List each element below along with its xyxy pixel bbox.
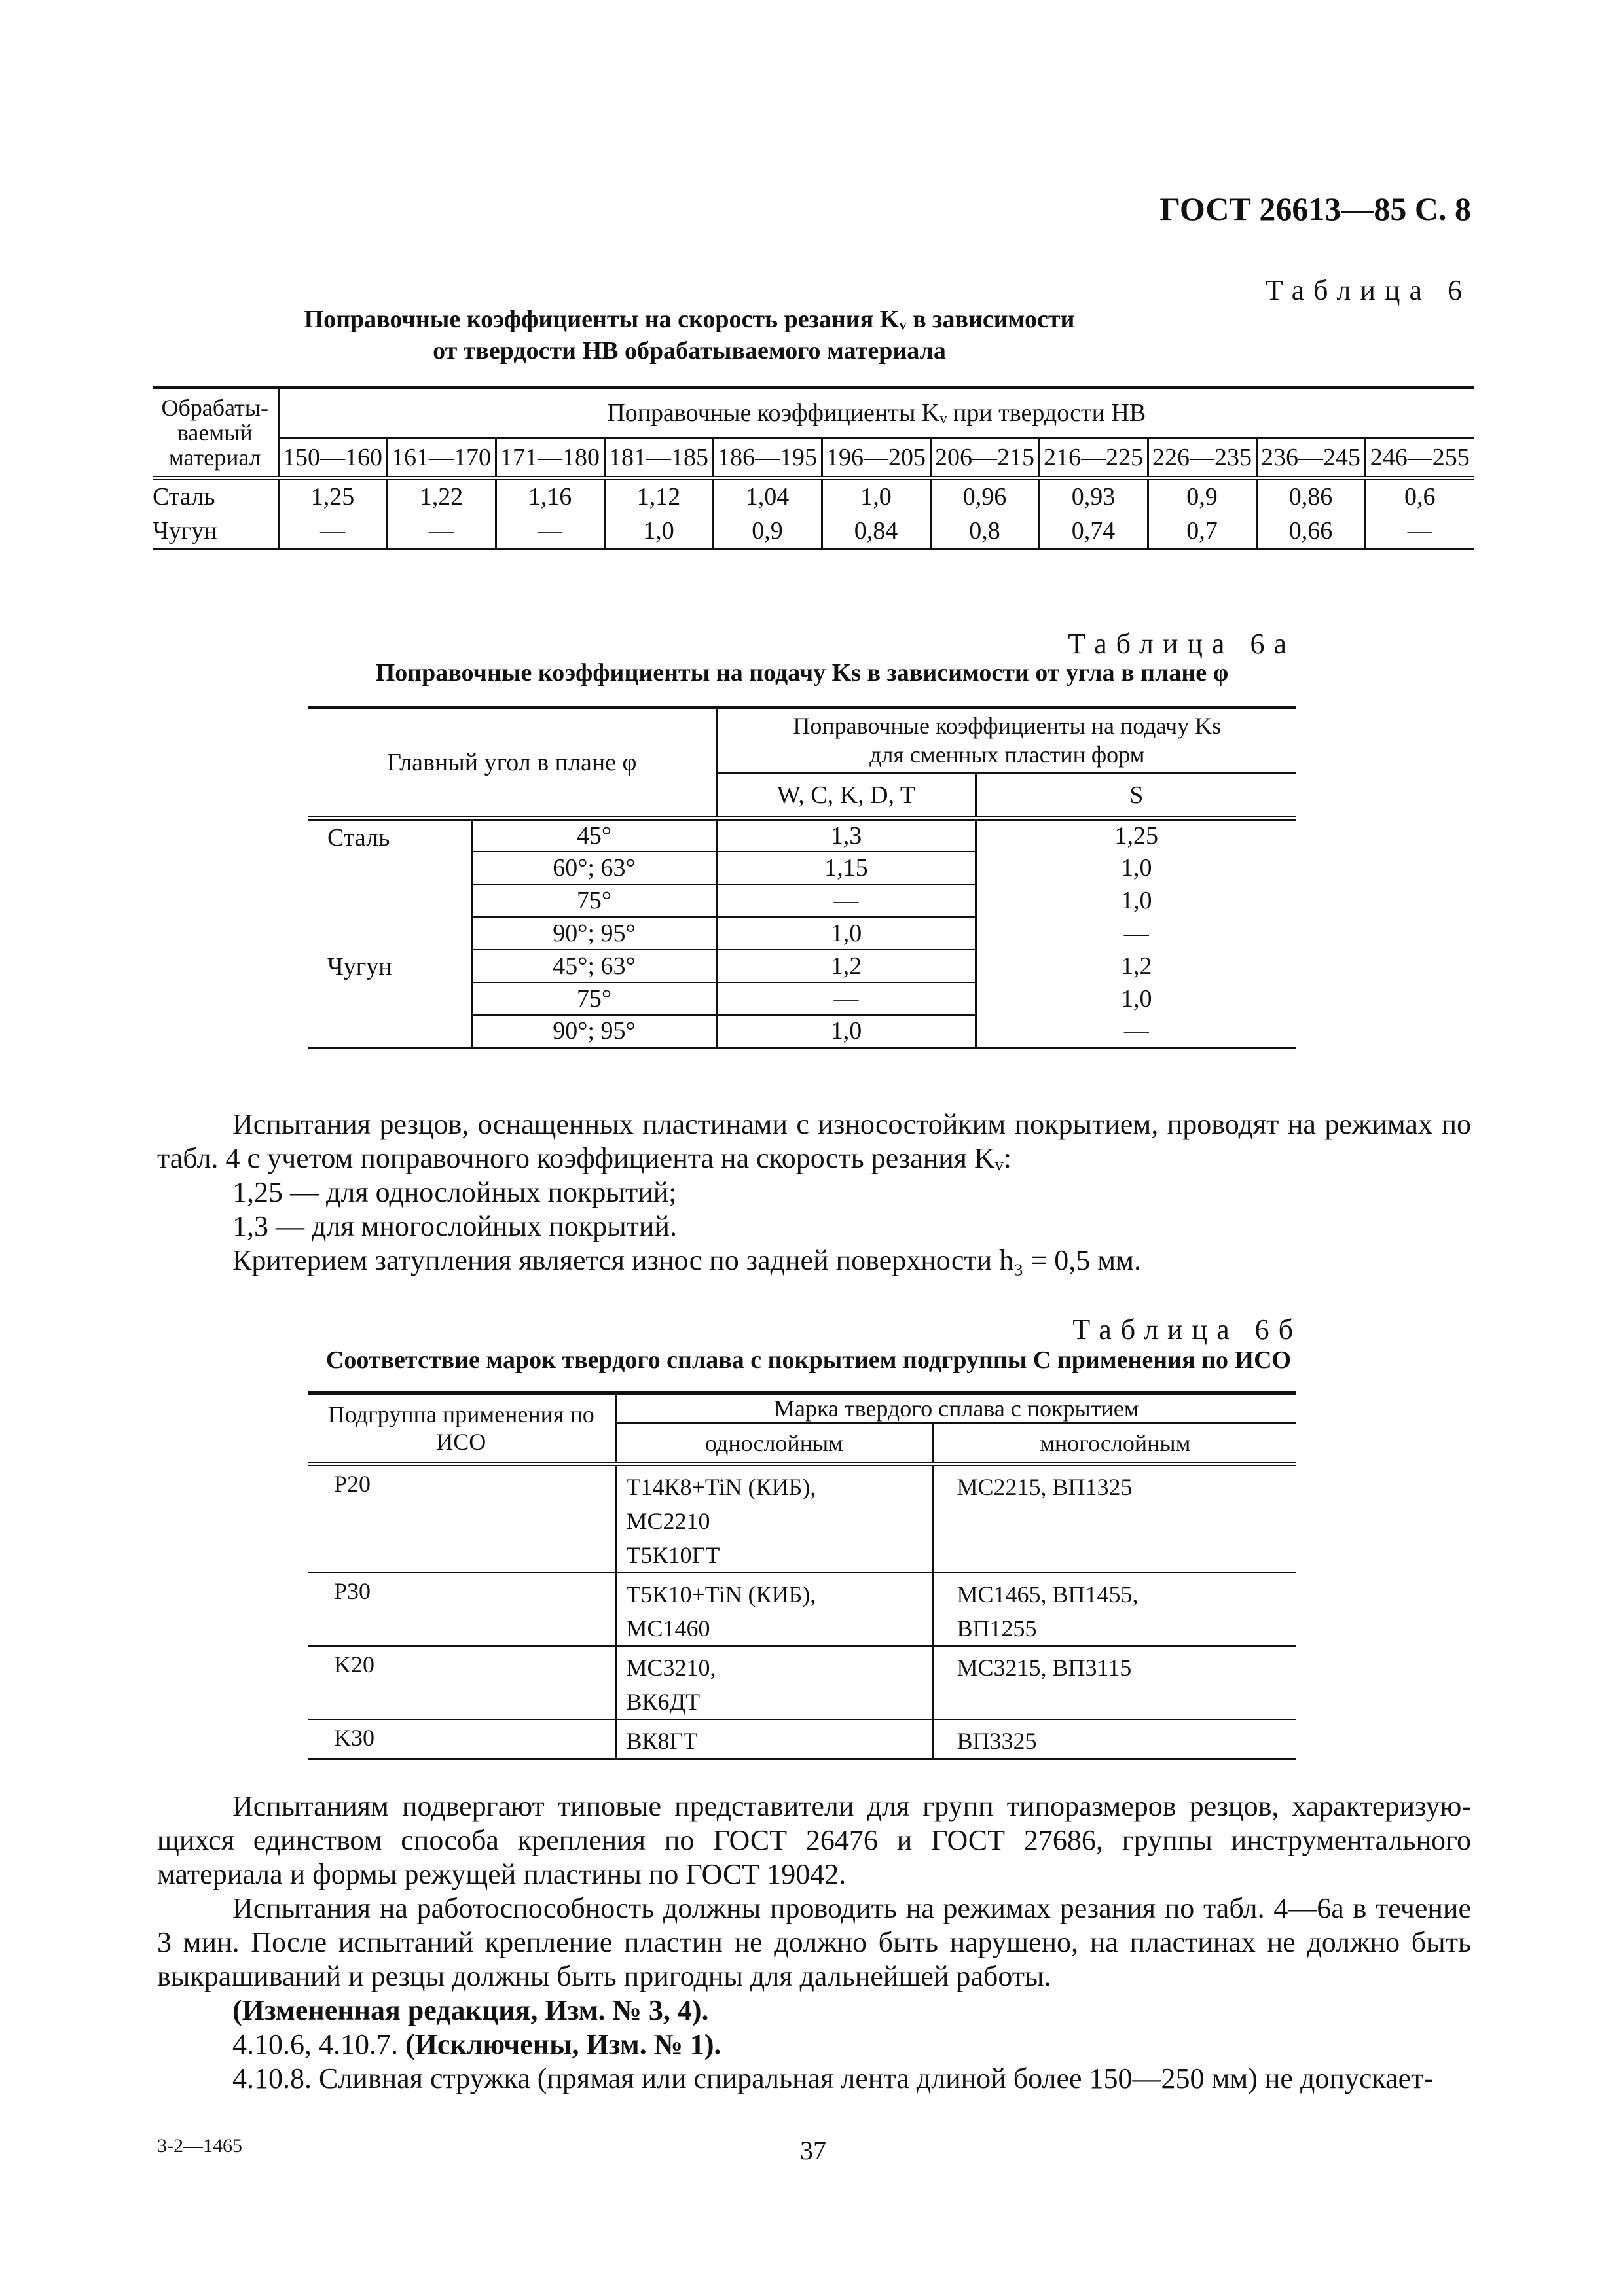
table6b-multi-line: ВП1255 — [957, 1615, 1037, 1641]
paragraph-performance-test: Испытания на работоспособность должны проводить на режимах резания по табл. 4—6а в течение 3 мин. После испытаний крепление пластин не должно быть нарушено, на пластинах не должно быть выкрашиваний и резцы должны быть пригодны для дальнейшей работы. — [157, 1892, 1471, 1992]
table6b-label: Таблица 6б — [1072, 1314, 1302, 1346]
table6a-value-wckdt: 1,15 — [717, 852, 976, 884]
table6b-single-line: ВК8ГТ — [626, 1728, 698, 1754]
paragraph-single-layer: 1,25 — для однослойных покрытий; — [232, 1176, 677, 1208]
table6-value: 0,66 — [1256, 514, 1365, 549]
table6b-single-line: Т5К10ГТ — [626, 1542, 720, 1568]
table6b-single-line: ВК6ДТ — [626, 1689, 701, 1715]
table6b-single-line: МС1460 — [626, 1615, 710, 1641]
table6-hardness-range: 216—225 — [1039, 438, 1148, 478]
table6a-title: Поправочные коэффициенты на подачу Ks в зависимости от угла в плане φ — [375, 659, 1229, 687]
table6-value: 0,8 — [930, 514, 1039, 549]
table6-hardness-range: 226—235 — [1148, 438, 1256, 478]
table6a-material: Чугун — [308, 950, 471, 1048]
table6b-title: Соответствие марок твердого сплава с покрытием подгруппы С применения по ИСО — [325, 1346, 1292, 1374]
table6-value: 1,22 — [387, 478, 496, 514]
table6a-value-wckdt: 1,0 — [717, 917, 976, 950]
table6a-group-header — [717, 708, 1296, 773]
table6a-col-wckdt: W, C, K, D, T — [717, 773, 976, 819]
table6b-group-header: Марка твердого сплава с покрытием — [615, 1393, 1296, 1424]
table6-value: 1,12 — [604, 478, 713, 514]
paragraph-typical-representatives: Испытаниям подвергают типовые представители для групп типоразмеров резцов, характеризующихся единством способа крепления по ГОСТ 26476 и ГОСТ 27686, группы инструментального материала и формы режущей пластины по ГОСТ 19042. — [157, 1790, 1471, 1890]
table6a-angle: 90°; 95° — [471, 1015, 717, 1048]
table6a-value-wckdt: — — [717, 982, 976, 1015]
table6a-value-s: 1,0 — [1121, 886, 1152, 914]
table6b-group: P30 — [308, 1573, 615, 1646]
excluded-clauses: 4.10.6, 4.10.7. — [232, 2028, 405, 2060]
table6-title-line2: от твердости НВ обрабатываемого материала — [433, 337, 946, 365]
table6-value: 0,9 — [1148, 478, 1256, 514]
table6b — [308, 1391, 1296, 1760]
table6-value: 1,25 — [278, 478, 387, 514]
table6-col-material: Обрабатываемый материал — [153, 388, 278, 478]
table6b-col-group: Подгруппа применения по ИСО — [308, 1393, 615, 1464]
table6a-angle: 75° — [471, 982, 717, 1015]
table6-hardness-range: 161—170 — [387, 438, 496, 478]
table6b-col-multi: многослойным — [933, 1424, 1296, 1464]
table6-value: 1,0 — [604, 514, 713, 549]
table6-value: 0,96 — [930, 478, 1039, 514]
table6b-group: K20 — [308, 1646, 615, 1719]
table6-value: — — [387, 514, 496, 549]
table6b-single — [615, 1464, 933, 1573]
table6-value: — — [1365, 514, 1474, 549]
paragraph-amendment: (Измененная редакция, Изм. № 3, 4). — [232, 1994, 709, 2026]
table6-value: 1,0 — [822, 478, 930, 514]
table6-value: 0,84 — [822, 514, 930, 549]
table6-label: Таблица 6 — [1265, 274, 1471, 306]
table6b-multi-line: ВП3325 — [957, 1728, 1037, 1754]
table6 — [153, 386, 1474, 550]
table6-value: 0,86 — [1256, 478, 1365, 514]
table6b-single-line: МС3210, — [626, 1655, 716, 1681]
table6-value: 0,93 — [1039, 478, 1148, 514]
table6a-value-wckdt: 1,3 — [717, 819, 976, 852]
table6a-value-s: 1,2 — [1121, 952, 1152, 980]
page-header: ГОСТ 26613—85 С. 8 — [1159, 190, 1471, 227]
table6b-group: P20 — [308, 1464, 615, 1573]
table6-value: 1,04 — [713, 478, 822, 514]
table6-hardness-range: 150—160 — [278, 438, 387, 478]
table6a-angle: 45°; 63° — [471, 950, 717, 982]
table6-value: — — [278, 514, 387, 549]
table6a-value-wckdt: 1,0 — [717, 1015, 976, 1048]
table6a-value-s: — — [1123, 919, 1149, 947]
table6b-single-line: МС2210 — [626, 1508, 710, 1534]
table6b-multi — [933, 1646, 1296, 1719]
table6a-col-s: S — [976, 773, 1296, 819]
table6a-angle: 90°; 95° — [471, 917, 717, 950]
table6-value: 0,74 — [1039, 514, 1148, 549]
table6-title — [153, 304, 1226, 367]
table6-value: — — [496, 514, 604, 549]
table6a — [308, 706, 1296, 1049]
table6a-value-wckdt: — — [717, 884, 976, 917]
table6a-col-angle: Главный угол в плане φ — [308, 708, 717, 819]
table6a-group-header-line1: Поправочные коэффициенты на подачу Ks — [793, 713, 1222, 739]
table6a-value-s: 1,0 — [1121, 984, 1152, 1013]
table6b-single — [615, 1646, 933, 1719]
table6b-multi — [933, 1719, 1296, 1759]
paragraph-excluded — [157, 2028, 1471, 2062]
table6a-value-s: — — [976, 1015, 1296, 1048]
paragraph-multi-layer: 1,3 — для многослойных покрытий. — [232, 1210, 677, 1242]
table6-material: Чугун — [153, 514, 278, 549]
table6-hardness-range: 196—205 — [822, 438, 930, 478]
table6-hardness-range: 236—245 — [1256, 438, 1365, 478]
table6b-single — [615, 1573, 933, 1646]
table6-value: 0,6 — [1404, 483, 1436, 511]
table6b-group: K30 — [308, 1719, 615, 1759]
table6-hardness-range: 181—185 — [604, 438, 713, 478]
table6a-angle: 60°; 63° — [471, 852, 717, 884]
table6-value: 0,7 — [1148, 514, 1256, 549]
table6a-value-s: 1,0 — [1121, 853, 1152, 882]
table6-hardness-range: 206—215 — [930, 438, 1039, 478]
table6-title-line1: Поправочные коэффициенты на скорость резания Kᵥ в зависимости — [304, 306, 1075, 333]
table6-value: 0,9 — [713, 514, 822, 549]
excluded-note: (Исключены, Изм. № 1). — [405, 2028, 721, 2060]
table6b-multi — [933, 1464, 1296, 1573]
table6b-col-single: однослойным — [615, 1424, 933, 1464]
table6b-multi-line: МС3215, ВП3115 — [957, 1655, 1132, 1681]
footer-code: 3-2—1465 — [157, 2135, 242, 2157]
table6a-value-wckdt: 1,2 — [717, 950, 976, 982]
table6-hardness-range: 186—195 — [713, 438, 822, 478]
table6a-angle: 75° — [471, 884, 717, 917]
table6b-single-line: Т5К10+TiN (КИБ), — [626, 1581, 816, 1607]
table6b-multi — [933, 1573, 1296, 1646]
paragraph-coating-test: Испытания резцов, оснащенных пластинами с износостойким покрытием, проводят на режимах по табл. 4 с учетом поправочного коэффициента на скорость резания Kᵥ: — [157, 1108, 1471, 1174]
table6a-value-s: 1,25 — [1114, 822, 1158, 850]
paragraph-wear-criterion: Критерием затупления является износ по задней поверхности h₃ = 0,5 мм. — [232, 1244, 1141, 1276]
table6-group-header: Поправочные коэффициенты Kᵥ при твердости НВ — [278, 388, 1474, 438]
table6-hardness-range: 171—180 — [496, 438, 604, 478]
table6b-single — [615, 1719, 933, 1759]
table6-value: 1,16 — [496, 478, 604, 514]
table6a-group-header-line2: для сменных пластин форм — [869, 742, 1145, 768]
table6a-material: Сталь — [327, 824, 390, 852]
table6-hardness-range: 246—255 — [1365, 438, 1474, 478]
table6b-multi-line: МС2215, ВП1325 — [957, 1474, 1133, 1500]
table6a-label: Таблица 6а — [1068, 628, 1296, 660]
table6-material: Сталь — [153, 478, 278, 514]
table6b-single-line: Т14К8+TiN (КИБ), — [626, 1474, 816, 1500]
paragraph-chip: 4.10.8. Сливная стружка (прямая или спиральная лента длиной более 150—250 мм) не допускает- — [232, 2062, 1434, 2094]
page-number: 37 — [800, 2136, 826, 2165]
table6a-angle: 45° — [471, 819, 717, 852]
table6b-multi-line: МС1465, ВП1455, — [957, 1581, 1139, 1607]
